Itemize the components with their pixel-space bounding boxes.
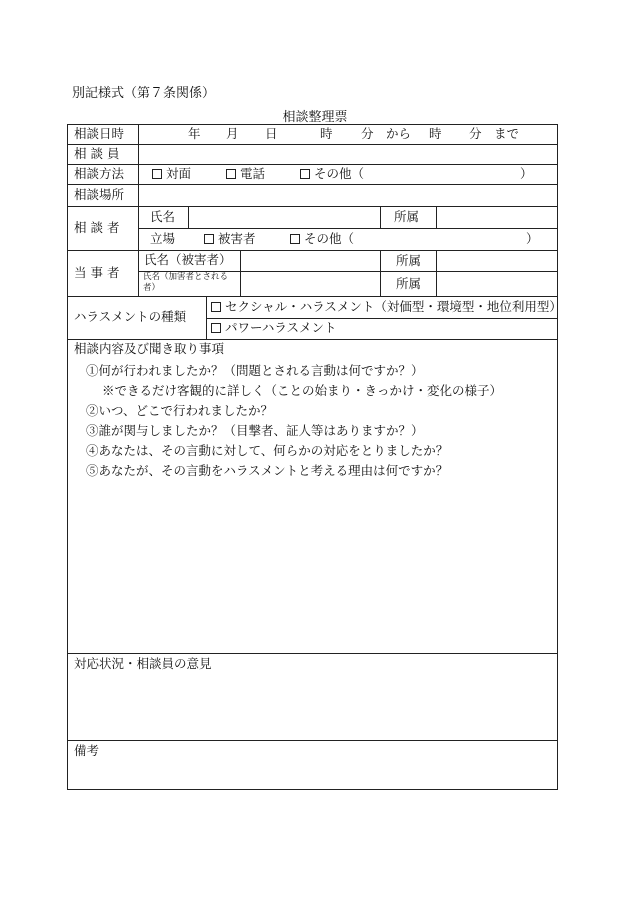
response-label: 対応状況・相談員の意見 [74,656,212,671]
day-unit: 日 [265,126,278,141]
checkbox-icon[interactable] [211,323,221,333]
method-option-face[interactable]: 対面 [152,168,191,181]
checkbox-icon[interactable] [226,169,236,179]
checkbox-icon[interactable] [204,234,214,244]
datetime-label: 相談日時 [74,126,125,141]
question-5: ⑤あなたが、その言動をハラスメントと考える理由は何ですか？ [86,463,449,478]
checkbox-icon[interactable] [290,234,300,244]
checkbox-icon[interactable] [300,169,310,179]
question-1: ①何が行われましたか？（問題とされる言動は何ですか？） [86,363,424,378]
place-label: 相談場所 [74,187,125,202]
form-header: 別記様式（第７条関係） [72,86,216,101]
harassment-type-label: ハラスメントの種類 [74,309,187,324]
client-affil-label: 所属 [394,209,420,224]
question-1-note: ※できるだけ客観的に詳しく（ことの始まり・きっかけ・変化の様子） [102,383,503,398]
from-text: から [386,126,412,141]
position-close-paren: ） [526,231,539,246]
year-unit: 年 [188,126,201,141]
question-4: ④あなたは、その言動に対して、何らかの対応をとりましたか？ [86,443,449,458]
client-name-label: 氏名 [150,209,176,224]
month-unit: 月 [226,126,239,141]
method-option-other[interactable]: その他（ [300,168,364,181]
checkbox-icon[interactable] [211,302,221,312]
perpetrator-name-label: 氏名（加害者とされる者） [143,272,229,293]
checkbox-icon[interactable] [152,169,162,179]
harassment-option-power[interactable]: パワーハラスメント [211,322,337,335]
harassment-option-sexual[interactable]: セクシャル・ハラスメント（対価型・環境型・地位利用型） [211,301,562,314]
position-option-victim[interactable]: 被害者 [204,233,256,246]
consultant-label: 相 談 員 [74,146,120,161]
contents-label: 相談内容及び聞き取り事項 [74,341,225,356]
victim-affil-label: 所属 [396,253,422,268]
minute-unit-end: 分 [469,126,482,141]
hour-unit-start: 時 [320,126,333,141]
position-option-other[interactable]: その他（ [290,233,354,246]
method-close-paren: ） [520,166,533,181]
minute-unit-start: 分 [361,126,374,141]
parties-label: 当 事 者 [74,265,120,280]
client-position-label: 立場 [150,231,176,246]
form-title: 相談整理票 [282,110,348,125]
client-label: 相 談 者 [74,220,120,235]
remarks-label: 備考 [74,743,100,758]
method-option-phone[interactable]: 電話 [226,168,265,181]
question-3: ③誰が関与しましたか？（目撃者、証人等はありますか？） [86,423,424,438]
hour-unit-end: 時 [429,126,442,141]
question-2: ②いつ、どこで行われましたか？ [86,403,274,418]
victim-name-label: 氏名（被害者） [144,252,232,267]
consultation-form [67,124,562,790]
until-text: まで [494,126,520,141]
method-label: 相談方法 [74,166,125,181]
perpetrator-affil-label: 所属 [396,276,422,291]
